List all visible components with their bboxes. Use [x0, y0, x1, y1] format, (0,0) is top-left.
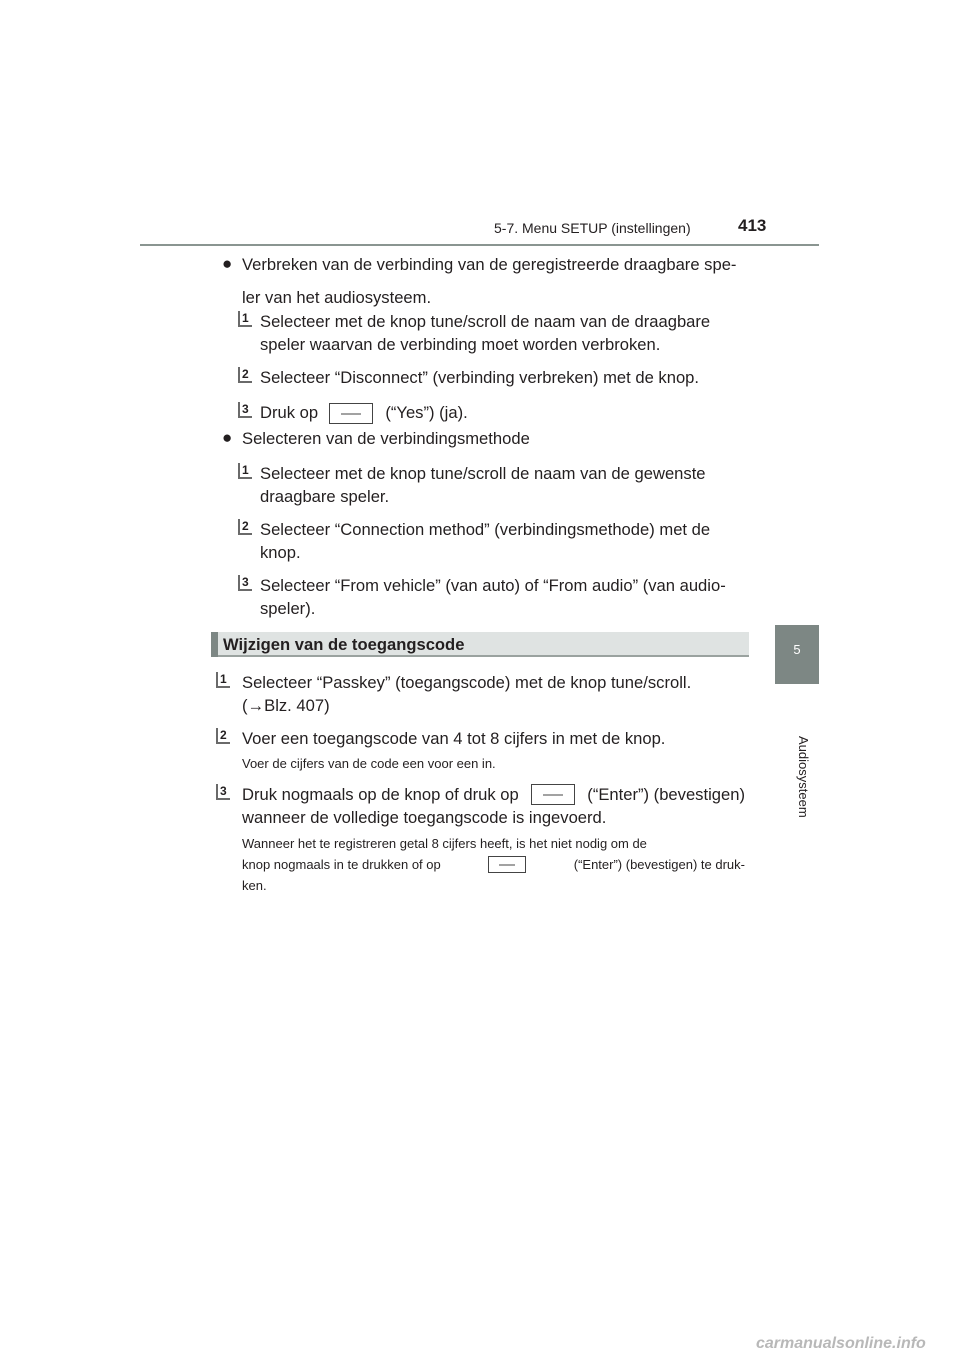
step-number-box: 2: [216, 728, 230, 744]
step-number-box: 3: [216, 784, 230, 800]
step-line: Selecteer “From vehicle” (van auto) of “From audio” (van audio-: [260, 576, 726, 595]
bullet-title: [242, 253, 747, 309]
note-text-post: (“Enter”) (bevestigen) te druk-: [573, 857, 745, 872]
step-line: Selecteer “Connection method” (verbindingsmethode) met de: [260, 520, 711, 539]
yes-button-placeholder: [329, 403, 373, 424]
enter-button-placeholder: [488, 856, 526, 873]
bullet-icon: ●: [222, 254, 233, 273]
section-header-accent: [211, 632, 218, 657]
step-text-post: (“Yes”) (ja).: [385, 403, 468, 422]
step-line: draagbare speler.: [260, 487, 390, 506]
chapter-number: 5: [793, 642, 801, 657]
step-text: [260, 462, 745, 508]
step-number-box: 3: [238, 402, 252, 418]
step-text-pre: Druk nogmaals op de knop of druk op: [242, 785, 519, 804]
step-line: speler).: [260, 599, 316, 618]
step-number-box: 3: [238, 575, 252, 591]
header-section-title: 5-7. Menu SETUP (instellingen): [494, 220, 691, 236]
step-line: Selecteer “Passkey” (toegangscode) met de knop tune/scroll.: [242, 673, 692, 692]
step-line: [242, 783, 745, 806]
step-number-box: 2: [238, 519, 252, 535]
step-number-box: 1: [216, 672, 230, 688]
page-number: 413: [738, 216, 767, 235]
step-line: speler waarvan de verbinding moet worden verbroken.: [260, 335, 661, 354]
note-line: [242, 854, 745, 875]
step-text: [260, 401, 468, 424]
step-text: [260, 574, 745, 620]
step-line: (→Blz. 407): [242, 696, 330, 715]
bullet-title: Selecteren van de verbindingsmethode: [242, 429, 530, 448]
note-line: Wanneer het te registreren getal 8 cijfers heeft, is het niet nodig om de: [242, 836, 647, 851]
bullet-title-line: ler van het audiosysteem.: [242, 288, 432, 307]
step-text: [260, 518, 745, 564]
step-line: knop.: [260, 543, 301, 562]
bullet-icon: ●: [222, 428, 233, 447]
step-number-box: 2: [238, 367, 252, 383]
step-line: wanneer de volledige toegangscode is ingevoerd.: [242, 808, 607, 827]
section-title: Wijzigen van de toegangscode: [223, 635, 465, 654]
step-text: [242, 671, 745, 717]
step-number-box: 1: [238, 463, 252, 479]
watermark: carmanualsonline.info: [756, 1335, 926, 1352]
step-line: Selecteer met de knop tune/scroll de naam van de gewenste: [260, 464, 706, 483]
step-note: Voer de cijfers van de code een voor een in.: [242, 756, 496, 771]
step-text-post: (“Enter”) (bevestigen): [587, 785, 745, 804]
note-line: ken.: [242, 878, 267, 893]
step-note: [242, 833, 745, 896]
step-text: Voer een toegangscode van 4 tot 8 cijfers in met de knop.: [242, 729, 666, 748]
step-text: Selecteer “Disconnect” (verbinding verbreken) met de knop.: [260, 368, 700, 387]
note-text-pre: knop nogmaals in te drukken of op: [242, 857, 441, 872]
step-text-pre: Druk op: [260, 403, 319, 422]
enter-button-placeholder: [531, 784, 575, 805]
step-number-box: 1: [238, 311, 252, 327]
step-text: [242, 783, 745, 829]
step-text: [260, 310, 745, 356]
chapter-label: Audiosysteem: [796, 736, 811, 818]
bullet-title-line: Verbreken van de verbinding van de geregistreerde draagbare spe-: [242, 255, 737, 274]
step-line: Selecteer met de knop tune/scroll de naam van de draagbare: [260, 312, 711, 331]
header-divider: [140, 244, 819, 246]
